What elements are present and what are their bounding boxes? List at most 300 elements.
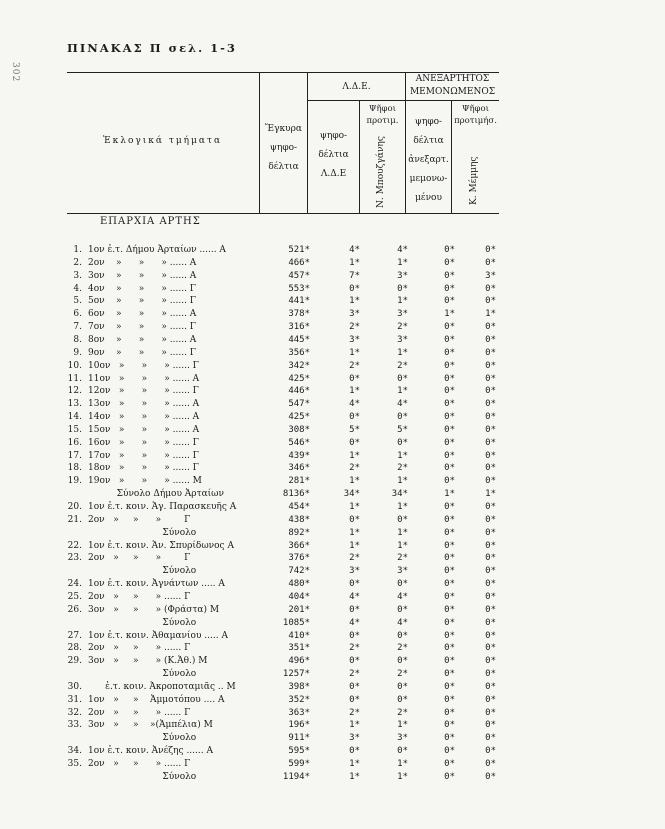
header-ind-candidate: Κ. Μέμμης <box>469 156 479 205</box>
row-value: 1* <box>485 309 496 320</box>
row-value: 1* <box>349 771 360 782</box>
row-value: 4* <box>397 399 408 410</box>
row-value: 1* <box>349 759 360 769</box>
row-label: 2ον » » » ...... Α <box>88 257 197 268</box>
row-label: 14ον » » » ...... Α <box>88 412 200 423</box>
row-value: 2* <box>349 707 360 718</box>
row-number: 6. <box>73 309 82 320</box>
row-label: 3ον » » » (Φράστα) Μ <box>88 604 220 615</box>
row-value: 4* <box>397 245 408 255</box>
row-value: 2* <box>397 553 408 564</box>
row-value: 0* <box>485 296 496 307</box>
row-value: 892* <box>288 527 310 538</box>
row-label: 12ον » » » ...... Γ <box>88 386 199 397</box>
row-number: 23. <box>67 553 82 564</box>
row-value: 356* <box>288 347 310 358</box>
row-value: 2* <box>349 669 360 680</box>
row-value: 3* <box>485 270 496 281</box>
row-value: 0* <box>444 283 455 294</box>
row-value: 1* <box>349 347 360 358</box>
row-value: 0* <box>485 257 496 268</box>
row-number: 11. <box>67 373 82 384</box>
row-label: 1ον ἐ.τ. κοιν. Ἀθαμανίου ..... Α <box>88 630 228 641</box>
row-value: 3* <box>397 334 408 345</box>
row-number: 18. <box>67 463 82 474</box>
row-number: 3. <box>73 270 82 281</box>
row-number: 14. <box>67 412 82 423</box>
row-value: 0* <box>444 643 455 654</box>
row-value: 0* <box>444 514 455 525</box>
row-number: 12. <box>67 386 82 397</box>
row-value: 595* <box>288 746 310 757</box>
row-value: 2* <box>349 553 360 564</box>
row-value: 2* <box>397 707 408 718</box>
row-value: 0* <box>444 669 455 680</box>
row-label: 6ον » » » ...... Α <box>88 309 197 320</box>
row-number: 25. <box>67 591 82 602</box>
row-value: 0* <box>485 643 496 654</box>
row-value: 0* <box>444 733 455 744</box>
row-value: 0* <box>485 347 496 358</box>
row-number: 7. <box>73 322 82 333</box>
row-number: 29. <box>67 656 82 667</box>
row-number: 32. <box>67 707 82 718</box>
header-ade-pref: Ψῆφοι προτιμ. <box>366 104 399 126</box>
row-value: 1* <box>444 489 455 500</box>
row-value: 3* <box>349 334 360 345</box>
row-label: 2ον » » » ...... Γ <box>88 707 191 718</box>
row-label: Σύνολο <box>88 733 197 744</box>
group-rule-ind <box>405 100 499 101</box>
row-value: 0* <box>444 720 455 731</box>
row-label: 5ον » » » ...... Γ <box>88 296 197 307</box>
row-value: 0* <box>485 476 496 487</box>
row-value: 308* <box>288 424 310 435</box>
row-value: 1194* <box>282 771 310 782</box>
row-value: 0* <box>485 527 496 538</box>
row-value: 5* <box>397 424 408 435</box>
row-value: 0* <box>444 296 455 307</box>
row-value: 0* <box>444 656 455 667</box>
header-ind-group: ΑΝΕΞΑΡΤΗΤΟΣ ΜΕΜΟΝΩΜΕΝΟΣ <box>409 74 496 97</box>
row-value: 1* <box>397 386 408 397</box>
row-value: 0* <box>444 463 455 474</box>
row-value: 281* <box>288 476 310 487</box>
row-label: 15ον » » » ...... Α <box>88 424 200 435</box>
row-label: 3ον » » »(Ἀμπέλια) Μ <box>88 720 213 731</box>
row-value: 0* <box>397 604 408 615</box>
row-value: 0* <box>444 386 455 397</box>
row-label: 8ον » » » ...... Α <box>88 334 197 345</box>
row-value: 0* <box>444 322 455 333</box>
row-value: 0* <box>349 746 360 757</box>
row-value: 363* <box>288 707 310 718</box>
row-label: 1ον ἐ.τ. κοιν. Ἀνέζης ...... Α <box>88 746 213 757</box>
header-ade-candidate: Ν. Μπουζγάνης <box>376 136 386 208</box>
row-label: 1ον ἐ.τ. κοιν. Ἁν. Σπυρίδωνος Α <box>88 540 234 551</box>
row-number: 26. <box>67 604 82 615</box>
row-value: 0* <box>397 746 408 757</box>
row-value: 1* <box>349 386 360 397</box>
row-value: 0* <box>485 386 496 397</box>
row-number: 28. <box>67 643 82 654</box>
row-value: 438* <box>288 514 310 525</box>
row-value: 0* <box>349 437 360 448</box>
row-label: Σύνολο <box>88 566 197 577</box>
row-value: 911* <box>288 733 310 744</box>
row-number: 9. <box>73 347 82 358</box>
row-number: 13. <box>67 399 82 410</box>
table-title: ΠΙΝΑΚΑΣ Π σελ. 1-3 <box>67 41 237 55</box>
row-value: 0* <box>444 399 455 410</box>
row-value: 2* <box>397 360 408 371</box>
row-value: 0* <box>397 514 408 525</box>
row-label: Σύνολο Δήμου Ἀρταίων <box>88 489 224 500</box>
row-value: 0* <box>485 334 496 345</box>
row-value: 34* <box>343 489 360 500</box>
row-value: 1* <box>397 296 408 307</box>
row-value: 5* <box>349 424 360 435</box>
row-value: 1* <box>397 450 408 461</box>
row-value: 366* <box>288 540 310 551</box>
row-value: 0* <box>444 527 455 538</box>
row-value: 466* <box>288 257 310 268</box>
row-value: 3* <box>349 566 360 577</box>
row-value: 0* <box>349 630 360 641</box>
row-number: 27. <box>67 630 82 641</box>
row-value: 2* <box>349 322 360 333</box>
row-value: 3* <box>397 733 408 744</box>
row-value: 0* <box>444 502 455 512</box>
row-value: 0* <box>485 437 496 448</box>
row-label: Σύνολο <box>88 617 197 628</box>
header-ade-ballots: ψηφο- δέλτια Λ.Δ.Ε <box>318 131 349 179</box>
row-value: 316* <box>288 322 310 333</box>
row-label: 16ον » » » ...... Γ <box>88 437 199 448</box>
row-value: 196* <box>288 720 310 731</box>
row-value: 439* <box>288 450 310 461</box>
row-value: 0* <box>444 476 455 487</box>
row-value: 3* <box>397 566 408 577</box>
row-value: 0* <box>485 617 496 628</box>
row-number: 30. <box>67 681 82 692</box>
row-value: 3* <box>397 309 408 320</box>
row-value: 3* <box>349 309 360 320</box>
row-label: 9ον » » » ...... Γ <box>88 347 197 358</box>
row-value: 0* <box>444 540 455 551</box>
row-value: 352* <box>288 694 310 705</box>
row-value: 0* <box>444 707 455 718</box>
row-value: 0* <box>349 694 360 705</box>
row-value: 0* <box>444 270 455 281</box>
row-value: 0* <box>349 681 360 692</box>
row-value: 0* <box>444 617 455 628</box>
row-number: 4. <box>73 283 82 294</box>
row-value: 454* <box>288 502 310 512</box>
row-value: 378* <box>288 309 310 320</box>
row-label: 7ον » » » ...... Γ <box>88 322 197 333</box>
row-number: 20. <box>67 502 82 512</box>
header-ade-group: Λ.Δ.Ε. <box>342 82 371 92</box>
row-label: 1ον ἐ.τ. κοιν. Ἀγνάντων ..... Α <box>88 579 225 590</box>
row-value: 0* <box>349 579 360 590</box>
row-value: 0* <box>485 463 496 474</box>
row-value: 0* <box>485 322 496 333</box>
row-value: 0* <box>485 245 496 255</box>
row-value: 0* <box>444 604 455 615</box>
row-value: 0* <box>349 656 360 667</box>
row-number: 8. <box>73 334 82 345</box>
row-number: 19. <box>67 476 82 487</box>
row-value: 742* <box>288 566 310 577</box>
row-value: 0* <box>485 694 496 705</box>
row-label: 2ον » » » ...... Γ <box>88 591 191 602</box>
row-value: 0* <box>485 591 496 602</box>
row-value: 599* <box>288 759 310 769</box>
row-value: 410* <box>288 630 310 641</box>
row-value: 4* <box>397 591 408 602</box>
row-label: 2ον » » » ...... Γ <box>88 643 191 654</box>
row-value: 0* <box>444 630 455 641</box>
row-value: 0* <box>485 450 496 461</box>
row-value: 0* <box>485 707 496 718</box>
row-value: 7* <box>349 270 360 281</box>
row-value: 1* <box>349 540 360 551</box>
row-value: 0* <box>485 283 496 294</box>
row-value: 0* <box>485 733 496 744</box>
row-label: 4ον » » » ...... Γ <box>88 283 197 294</box>
row-value: 404* <box>288 591 310 602</box>
row-value: 0* <box>444 334 455 345</box>
row-value: 4* <box>349 591 360 602</box>
row-number: 33. <box>67 720 82 731</box>
row-value: 0* <box>397 437 408 448</box>
row-label: 19ον » » » ...... Μ <box>88 476 202 487</box>
row-label: 18ον » » » ...... Γ <box>88 463 199 474</box>
row-value: 0* <box>444 347 455 358</box>
row-value: 0* <box>444 450 455 461</box>
row-label: 17ον » » » ...... Γ <box>88 450 199 461</box>
row-value: 1* <box>397 540 408 551</box>
row-value: 342* <box>288 360 310 371</box>
row-value: 2* <box>397 463 408 474</box>
row-value: 480* <box>288 579 310 590</box>
row-value: 0* <box>444 759 455 769</box>
row-value: 2* <box>397 669 408 680</box>
row-value: 0* <box>444 566 455 577</box>
row-value: 0* <box>485 746 496 757</box>
row-value: 0* <box>485 553 496 564</box>
row-value: 0* <box>485 412 496 423</box>
row-value: 0* <box>397 656 408 667</box>
row-value: 1* <box>444 309 455 320</box>
row-value: 351* <box>288 643 310 654</box>
row-value: 0* <box>444 360 455 371</box>
row-value: 8136* <box>282 489 310 500</box>
row-value: 1* <box>397 347 408 358</box>
row-value: 547* <box>288 399 310 410</box>
row-value: 441* <box>288 296 310 307</box>
row-number: 35. <box>67 759 82 769</box>
row-value: 553* <box>288 283 310 294</box>
row-value: 1* <box>349 502 360 512</box>
row-value: 3* <box>397 270 408 281</box>
row-value: 1* <box>349 450 360 461</box>
row-number: 16. <box>67 437 82 448</box>
row-label: 10ον » » » ...... Γ <box>88 360 199 371</box>
row-value: 0* <box>485 604 496 615</box>
row-value: 1* <box>397 476 408 487</box>
row-value: 201* <box>288 604 310 615</box>
row-value: 0* <box>349 283 360 294</box>
row-label: 11ον » » » ...... Α <box>88 373 200 384</box>
row-value: 457* <box>288 270 310 281</box>
row-value: 0* <box>444 257 455 268</box>
row-value: 398* <box>288 681 310 692</box>
row-number: 24. <box>67 579 82 590</box>
page-number: 302 <box>10 62 20 83</box>
row-value: 2* <box>397 643 408 654</box>
row-value: 0* <box>397 681 408 692</box>
row-value: 1* <box>349 296 360 307</box>
row-label: 2ον » » » Γ <box>88 553 191 564</box>
row-value: 496* <box>288 656 310 667</box>
row-number: 2. <box>73 257 82 268</box>
row-value: 0* <box>444 553 455 564</box>
row-number: 10. <box>67 360 82 371</box>
row-value: 1* <box>349 476 360 487</box>
row-value: 0* <box>485 514 496 525</box>
row-label: 1ον » » Ἀμμοτόπου .... Α <box>88 694 225 705</box>
row-label: 13ον » » » ...... Α <box>88 399 200 410</box>
row-number: 5. <box>73 296 82 307</box>
row-value: 0* <box>444 424 455 435</box>
header-sections: Ἐκλογικά τμήματα <box>102 136 223 146</box>
header-bottom-rule <box>67 213 499 214</box>
row-value: 2* <box>349 360 360 371</box>
row-value: 1* <box>349 720 360 731</box>
row-value: 0* <box>444 412 455 423</box>
row-value: 2* <box>349 643 360 654</box>
row-value: 0* <box>444 437 455 448</box>
row-value: 0* <box>485 669 496 680</box>
row-number: 31. <box>67 694 82 705</box>
row-value: 1* <box>397 759 408 769</box>
row-value: 446* <box>288 386 310 397</box>
row-number: 15. <box>67 424 82 435</box>
row-number: 22. <box>67 540 82 551</box>
row-value: 0* <box>397 373 408 384</box>
row-value: 4* <box>397 617 408 628</box>
row-value: 4* <box>349 617 360 628</box>
row-label: ἐ.τ. κοιν. Ἀκροποταμιᾶς .. Μ <box>88 681 236 692</box>
row-value: 1085* <box>282 617 310 628</box>
row-value: 0* <box>485 720 496 731</box>
row-value: 0* <box>444 245 455 255</box>
row-value: 0* <box>349 514 360 525</box>
row-value: 445* <box>288 334 310 345</box>
row-number: 34. <box>67 746 82 757</box>
row-value: 0* <box>444 746 455 757</box>
row-value: 1* <box>397 527 408 538</box>
row-value: 1* <box>397 257 408 268</box>
row-value: 0* <box>485 540 496 551</box>
row-label: 1ον ἐ.τ. Δήμου Ἀρταίων ...... Α <box>88 245 226 255</box>
row-value: 0* <box>485 360 496 371</box>
row-value: 546* <box>288 437 310 448</box>
row-value: 1257* <box>282 669 310 680</box>
row-value: 0* <box>485 566 496 577</box>
row-value: 0* <box>444 681 455 692</box>
row-value: 0* <box>485 424 496 435</box>
row-value: 0* <box>397 694 408 705</box>
row-value: 425* <box>288 373 310 384</box>
row-value: 0* <box>485 771 496 782</box>
row-value: 0* <box>485 579 496 590</box>
row-label: Σύνολο <box>88 771 197 782</box>
row-value: 521* <box>288 245 310 255</box>
row-value: 1* <box>397 720 408 731</box>
row-value: 0* <box>485 656 496 667</box>
row-value: 376* <box>288 553 310 564</box>
row-label: Σύνολο <box>88 527 197 538</box>
row-number: 1. <box>73 245 82 255</box>
table-row <box>0 770 665 785</box>
row-value: 0* <box>397 630 408 641</box>
row-value: 425* <box>288 412 310 423</box>
row-value: 4* <box>349 399 360 410</box>
row-value: 0* <box>485 399 496 410</box>
row-value: 0* <box>349 412 360 423</box>
row-value: 0* <box>397 283 408 294</box>
row-value: 4* <box>349 245 360 255</box>
row-value: 0* <box>444 694 455 705</box>
row-value: 0* <box>349 604 360 615</box>
row-value: 1* <box>485 489 496 500</box>
row-number: 21. <box>67 514 82 525</box>
row-value: 0* <box>397 412 408 423</box>
row-label: Σύνολο <box>88 669 197 680</box>
header-ind-pref: Ψῆφοι προτιμήσ. <box>454 104 497 126</box>
row-label: 2ον » » » ...... Γ <box>88 759 191 769</box>
row-value: 346* <box>288 463 310 474</box>
row-value: 0* <box>485 681 496 692</box>
section-title: ΕΠΑΡΧΙΑ ΑΡΤΗΣ <box>100 216 201 227</box>
row-value: 0* <box>485 630 496 641</box>
row-value: 0* <box>397 579 408 590</box>
row-value: 1* <box>397 771 408 782</box>
row-value: 0* <box>485 373 496 384</box>
row-number: 17. <box>67 450 82 461</box>
row-value: 0* <box>444 591 455 602</box>
group-rule-ade <box>307 100 405 101</box>
row-value: 34* <box>391 489 408 500</box>
row-value: 0* <box>349 373 360 384</box>
row-value: 2* <box>397 322 408 333</box>
row-value: 0* <box>444 373 455 384</box>
row-value: 0* <box>444 579 455 590</box>
row-label: 1ον ἐ.τ. κοιν. Ἁγ. Παρασκευῆς Α <box>88 502 237 512</box>
row-value: 0* <box>485 502 496 512</box>
row-value: 2* <box>349 463 360 474</box>
row-value: 1* <box>349 257 360 268</box>
row-value: 0* <box>444 771 455 782</box>
row-value: 0* <box>485 759 496 769</box>
row-label: 2ον » » » Γ <box>88 514 191 525</box>
row-value: 1* <box>397 502 408 512</box>
header-ind-ballots: ψηφο- δέλτια ἀνεξαρτ. μεμονω- μένου <box>408 117 449 203</box>
row-value: 1* <box>349 527 360 538</box>
